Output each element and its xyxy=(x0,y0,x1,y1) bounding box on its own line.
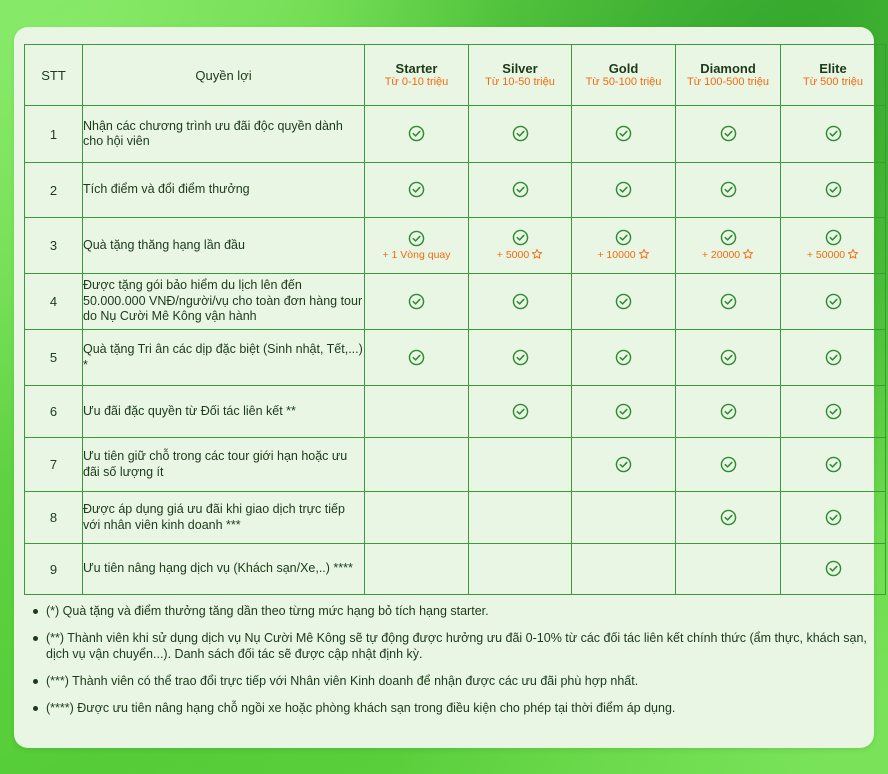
tier-header-diamond xyxy=(676,45,781,106)
bonus-text: + 5000 xyxy=(496,249,530,261)
table-row xyxy=(25,492,886,544)
tier-cell-elite xyxy=(781,386,886,438)
tier-cell-gold xyxy=(572,106,676,163)
tier-cell-gold xyxy=(572,163,676,218)
table-row xyxy=(25,274,886,330)
check-circle-icon xyxy=(720,125,737,142)
tier-header-starter xyxy=(365,45,469,106)
check-circle-icon xyxy=(512,125,529,142)
check-circle-icon xyxy=(615,456,632,473)
check-circle-icon xyxy=(825,403,842,420)
bonus-label xyxy=(781,248,885,262)
table-row xyxy=(25,386,886,438)
table-row xyxy=(25,330,886,386)
benefit-text: Ưu đãi đặc quyền từ Đối tác liên kết ** xyxy=(83,386,365,438)
check-circle-icon xyxy=(512,229,529,246)
tier-cell-diamond xyxy=(676,544,781,595)
tier-cell-gold xyxy=(572,274,676,330)
table-row xyxy=(25,438,886,492)
check-circle-icon xyxy=(408,125,425,142)
tier-cell-elite xyxy=(781,274,886,330)
tier-range: Từ 500 triệu xyxy=(803,76,863,88)
footnotes-list xyxy=(28,603,876,727)
check-circle-icon xyxy=(615,181,632,198)
tier-name: Starter xyxy=(395,61,438,76)
tier-cell-gold xyxy=(572,218,676,274)
tier-header-silver xyxy=(469,45,572,106)
check-circle-icon xyxy=(408,349,425,366)
check-circle-icon xyxy=(825,125,842,142)
bonus-text: + 10000 xyxy=(597,249,636,261)
tier-cell-elite xyxy=(781,163,886,218)
tier-cell-starter xyxy=(365,386,469,438)
tier-cell-diamond xyxy=(676,106,781,163)
tier-cell-elite xyxy=(781,492,886,544)
benefit-header: Quyền lợi xyxy=(83,45,365,106)
tier-cell-diamond xyxy=(676,330,781,386)
table-row xyxy=(25,106,886,163)
benefit-text: Tích điểm và đổi điểm thưởng xyxy=(83,163,365,218)
check-circle-icon xyxy=(512,293,529,310)
bonus-label xyxy=(469,248,571,262)
check-circle-icon xyxy=(720,509,737,526)
check-circle-icon xyxy=(825,509,842,526)
check-circle-icon xyxy=(825,456,842,473)
benefit-text: Ưu tiên giữ chỗ trong các tour giới hạn hoặc ưu đãi số lượng ít xyxy=(83,438,365,492)
tier-cell-silver xyxy=(469,438,572,492)
row-number: 8 xyxy=(25,492,83,544)
tier-cell-silver xyxy=(469,274,572,330)
bonus-label xyxy=(365,249,468,262)
row-number: 2 xyxy=(25,163,83,218)
benefit-text: Quà tặng Tri ân các dịp đặc biệt (Sinh nhật, Tết,...) * xyxy=(83,330,365,386)
tier-cell-gold xyxy=(572,438,676,492)
table-row xyxy=(25,218,886,274)
check-circle-icon xyxy=(615,229,632,246)
tier-cell-elite xyxy=(781,218,886,274)
tier-cell-starter xyxy=(365,163,469,218)
tier-range: Từ 50-100 triệu xyxy=(585,76,662,88)
tier-cell-starter xyxy=(365,492,469,544)
check-circle-icon xyxy=(615,293,632,310)
row-number: 5 xyxy=(25,330,83,386)
tier-cell-silver xyxy=(469,218,572,274)
tier-name: Diamond xyxy=(700,61,756,76)
tier-cell-gold xyxy=(572,386,676,438)
check-circle-icon xyxy=(720,456,737,473)
benefit-text: Được áp dụng giá ưu đãi khi giao dịch trực tiếp với nhân viên kinh doanh *** xyxy=(83,492,365,544)
footnote-item: (***) Thành viên có thể trao đổi trực tiếp với Nhân viên Kinh doanh để nhận được các ưu đãi phù hợp nhất. xyxy=(46,673,876,689)
tier-cell-starter xyxy=(365,544,469,595)
check-circle-icon xyxy=(615,349,632,366)
tier-cell-starter xyxy=(365,218,469,274)
benefit-text: Được tặng gói bảo hiểm du lịch lên đến 50.000.000 VNĐ/người/vụ cho toàn đơn hàng tour do Nụ Cười Mê Kông vận hành xyxy=(83,274,365,330)
row-number: 9 xyxy=(25,544,83,595)
footnote-item: (*) Quà tặng và điểm thưởng tăng dần theo từng mức hạng bỏ tích hạng starter. xyxy=(46,603,876,619)
table-row xyxy=(25,163,886,218)
tier-cell-gold xyxy=(572,492,676,544)
benefits-table xyxy=(24,44,886,595)
tier-cell-diamond xyxy=(676,438,781,492)
check-circle-icon xyxy=(825,349,842,366)
check-circle-icon xyxy=(615,403,632,420)
tier-cell-diamond xyxy=(676,274,781,330)
tier-cell-silver xyxy=(469,386,572,438)
check-circle-icon xyxy=(408,230,425,247)
star-icon xyxy=(742,248,754,260)
check-circle-icon xyxy=(720,229,737,246)
check-circle-icon xyxy=(512,403,529,420)
membership-benefits-panel xyxy=(14,27,874,748)
tier-cell-diamond xyxy=(676,492,781,544)
tier-cell-elite xyxy=(781,438,886,492)
table-header-row xyxy=(25,45,886,106)
tier-cell-starter xyxy=(365,438,469,492)
row-number: 4 xyxy=(25,274,83,330)
tier-cell-silver xyxy=(469,330,572,386)
benefit-text: Nhận các chương trình ưu đãi độc quyền dành cho hội viên xyxy=(83,106,365,163)
tier-cell-elite xyxy=(781,106,886,163)
tier-cell-diamond xyxy=(676,386,781,438)
tier-cell-starter xyxy=(365,106,469,163)
bonus-text: + 1 Vòng quay xyxy=(382,248,451,261)
tier-range: Từ 0-10 triệu xyxy=(384,76,449,88)
tier-header-gold xyxy=(572,45,676,106)
tier-cell-starter xyxy=(365,274,469,330)
benefit-text: Quà tặng thăng hạng lần đầu xyxy=(83,218,365,274)
check-circle-icon xyxy=(408,181,425,198)
tier-cell-silver xyxy=(469,492,572,544)
tier-name: Silver xyxy=(502,61,538,76)
tier-cell-gold xyxy=(572,544,676,595)
tier-cell-silver xyxy=(469,544,572,595)
bonus-text: + 50000 xyxy=(806,249,846,261)
tier-name: Elite xyxy=(819,61,847,76)
tier-name: Gold xyxy=(608,61,639,76)
check-circle-icon xyxy=(512,349,529,366)
row-number: 1 xyxy=(25,106,83,163)
check-circle-icon xyxy=(408,293,425,310)
check-circle-icon xyxy=(720,403,737,420)
check-circle-icon xyxy=(825,181,842,198)
table-row xyxy=(25,544,886,595)
footnote-item: (****) Được ưu tiên nâng hạng chỗ ngồi xe hoặc phòng khách sạn trong điều kiện cho phép tại thời điểm áp dụng. xyxy=(46,700,876,716)
star-icon xyxy=(847,248,859,260)
row-number: 7 xyxy=(25,438,83,492)
check-circle-icon xyxy=(720,293,737,310)
tier-cell-silver xyxy=(469,163,572,218)
check-circle-icon xyxy=(720,181,737,198)
check-circle-icon xyxy=(825,229,842,246)
tier-cell-silver xyxy=(469,106,572,163)
star-icon xyxy=(638,248,650,260)
check-circle-icon xyxy=(825,293,842,310)
bonus-label xyxy=(572,248,675,262)
tier-cell-diamond xyxy=(676,218,781,274)
tier-range: Từ 10-50 triệu xyxy=(485,76,555,88)
tier-cell-gold xyxy=(572,330,676,386)
row-number: 3 xyxy=(25,218,83,274)
tier-range: Từ 100-500 triệu xyxy=(687,76,769,88)
footnote-item: (**) Thành viên khi sử dụng dịch vụ Nụ Cười Mê Kông sẽ tự động được hưởng ưu đãi 0-10% từ các đối tác liên kết chính thức (ẩm thực, khách sạn, dịch vụ vận chuyển...). Danh sách đối tác sẽ được cập nhật định kỳ. xyxy=(46,630,876,662)
row-number: 6 xyxy=(25,386,83,438)
tier-cell-elite xyxy=(781,544,886,595)
bonus-label xyxy=(676,248,780,262)
tier-cell-starter xyxy=(365,330,469,386)
check-circle-icon xyxy=(512,181,529,198)
check-circle-icon xyxy=(825,560,842,577)
bonus-text: + 20000 xyxy=(701,249,741,261)
tier-header-elite xyxy=(781,45,886,106)
check-circle-icon xyxy=(720,349,737,366)
stt-header: STT xyxy=(25,45,83,106)
tier-cell-diamond xyxy=(676,163,781,218)
tier-cell-elite xyxy=(781,330,886,386)
benefit-text: Ưu tiên nâng hạng dịch vụ (Khách sạn/Xe,..) **** xyxy=(83,544,365,595)
star-icon xyxy=(531,248,543,260)
check-circle-icon xyxy=(615,125,632,142)
